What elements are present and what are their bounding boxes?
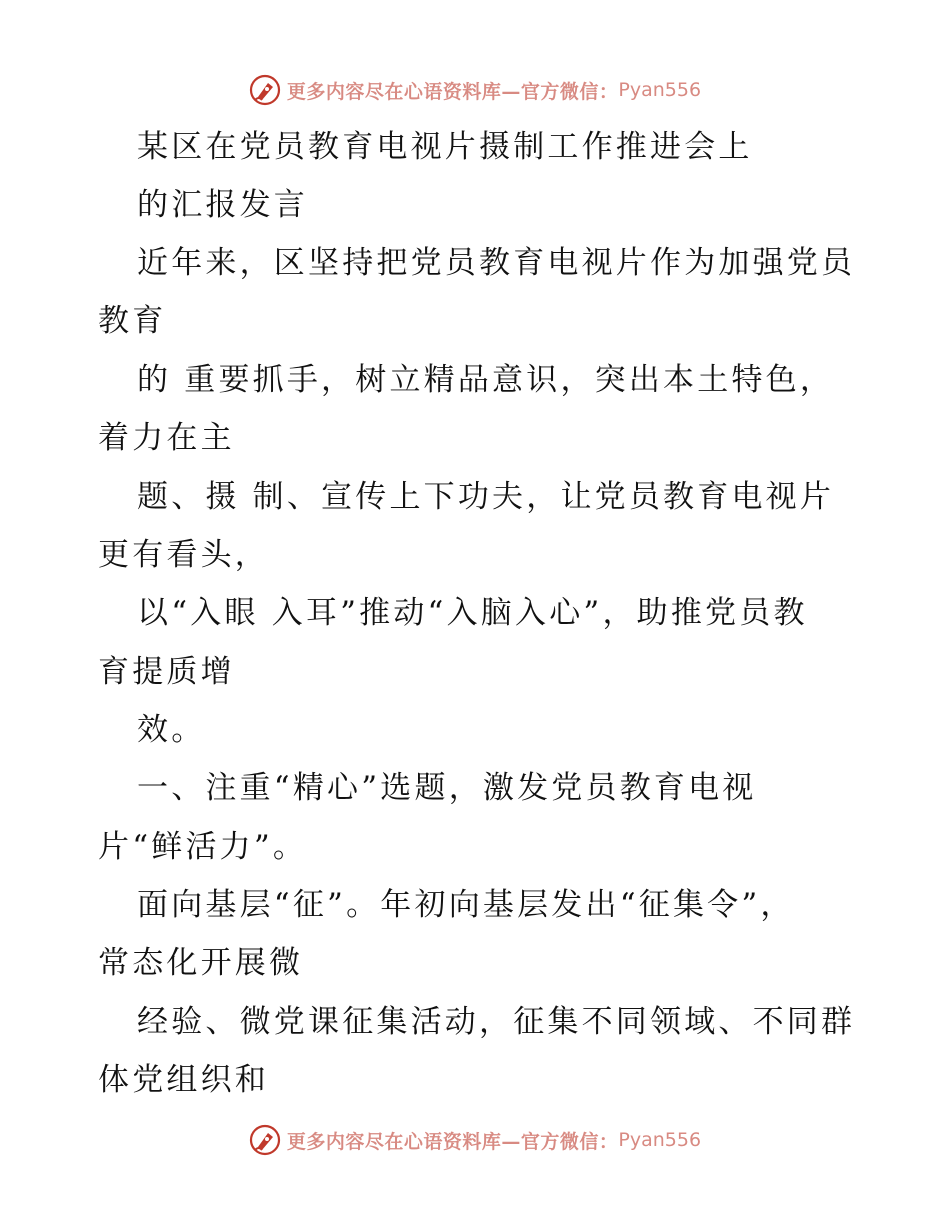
header-watermark — [0, 70, 950, 110]
pen-nib-logo-icon — [249, 74, 281, 106]
footer-watermark — [0, 1120, 950, 1160]
section-heading-line: 片“鲜活力”。 — [98, 829, 308, 865]
section-heading-line: 一、注重“精心”选题，激发党员教育电视 — [137, 770, 757, 806]
paragraph-line: 育提质增 — [98, 654, 235, 690]
watermark-text: 更多内容尽在心语资料库—官方微信： — [286, 1130, 619, 1153]
paragraph-line: 经验、微党课征集活动，征集不同领域、不同群 — [137, 1004, 856, 1040]
paragraph-line: 体党组织和 — [98, 1062, 269, 1098]
paragraph-line: 面向基层“征”。年初向基层发出“征集令”， — [137, 887, 795, 923]
pen-nib-logo-icon — [249, 1124, 281, 1156]
paragraph-line: 题、摄 制、宣传上下功夫，让党员教育电视片 — [137, 479, 835, 515]
paragraph-line: 的 重要抓手，树立精品意识，突出本土特色， — [137, 362, 835, 398]
paragraph-line: 常态化开展微 — [98, 945, 304, 981]
paragraph-line: 更有看头， — [98, 537, 269, 573]
paragraph-line: 教育 — [98, 303, 167, 339]
watermark-id: Pyan556 — [618, 1129, 702, 1151]
doc-title-line-2: 的汇报发言 — [137, 187, 308, 223]
paragraph-line: 着力在主 — [98, 420, 235, 456]
watermark-text: 更多内容尽在心语资料库—官方微信： — [286, 80, 619, 103]
paragraph-line: 近年来，区坚持把党员教育电视片作为加强党员 — [137, 245, 856, 281]
doc-title-line-1: 某区在党员教育电视片摄制工作推进会上 — [137, 129, 753, 165]
paragraph-line: 效。 — [137, 712, 206, 748]
watermark-id: Pyan556 — [618, 79, 702, 101]
paragraph-line: 以“入眼 入耳”推动“入脑入心”，助推党员教 — [137, 595, 808, 631]
